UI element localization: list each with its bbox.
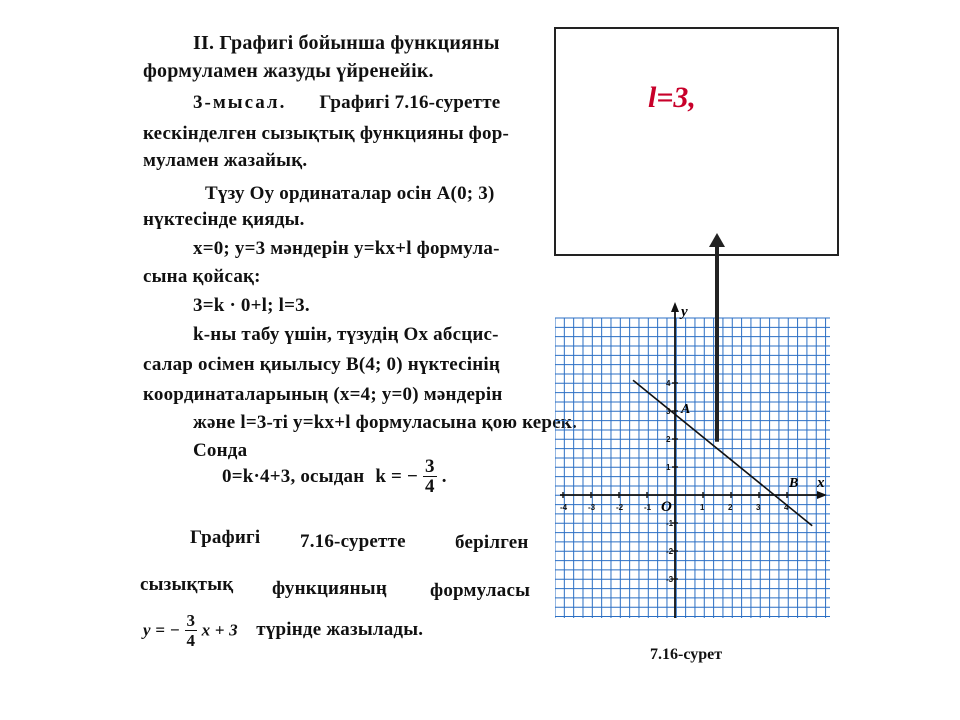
example-line-3: муламен жазайық.	[143, 150, 308, 171]
y-tick-label: 4	[666, 379, 671, 388]
x-tick-label: 1	[700, 503, 705, 512]
p4-line-3: координаталарының (x=4; y=0) мәндерін	[143, 384, 503, 405]
answer-box	[554, 27, 839, 256]
axis-x-label: x	[817, 475, 825, 491]
equation-2-k: k = −	[375, 465, 419, 487]
final-fraction-denominator: 4	[186, 631, 196, 650]
x-tick-label: 2	[728, 503, 733, 512]
fraction-three-quarters	[423, 458, 437, 497]
fraction-numerator: 3	[425, 456, 435, 477]
x-tick-label: -1	[644, 503, 652, 512]
final-formula-right: x + 3	[201, 620, 238, 640]
equation-2-end: .	[441, 465, 447, 487]
example-line-2: кескінделген сызықтық функцияны фор-	[143, 123, 510, 144]
example-line-1-rest: Графигі 7.16-суретте	[319, 92, 501, 113]
x-tick-label: 3	[756, 503, 761, 512]
bottom-line-2-b: функцияның	[272, 578, 387, 599]
bottom-line-1-a: Графигі	[190, 527, 261, 548]
bottom-line-1-b: 7.16-суретте	[300, 531, 406, 552]
final-fraction	[185, 612, 198, 651]
example-label: 3-мысал.	[193, 92, 287, 113]
bottom-line-1-c: берілген	[455, 532, 529, 553]
p4-line-2: салар осімен қиылысу B(4; 0) нүктесінің	[143, 354, 500, 375]
p4-line-1: k-ны табу үшін, түзудің Ox абсцис-	[193, 324, 499, 345]
grid-lines	[555, 318, 830, 618]
bottom-line-2-a: сызықтық	[140, 574, 234, 595]
final-formula	[143, 612, 423, 651]
point-b-label: B	[789, 476, 799, 491]
y-tick-label: 3	[666, 407, 671, 416]
y-tick-label: 1	[666, 463, 671, 472]
axis-y-label: y	[681, 304, 688, 320]
y-tick-label: 2	[666, 435, 671, 444]
p4-line-4: және l=3-ті y=kx+l формуласына қою керек.	[193, 412, 577, 433]
p3-line-2: сына қойсақ:	[143, 266, 261, 287]
equation-2	[222, 458, 447, 497]
coordinate-graph	[555, 300, 835, 630]
heading-line-2: формуламен жазуды үйренейік.	[143, 60, 434, 82]
final-formula-text: түрінде жазылады.	[256, 619, 424, 641]
equation-1: 3=k · 0+l; l=3.	[193, 295, 310, 316]
figure-caption: 7.16-сурет	[650, 646, 723, 663]
origin-label: O	[661, 499, 672, 515]
y-tick-label: -1	[666, 519, 674, 528]
y-axis-arrow	[671, 302, 679, 312]
heading-line-1: II. Графигі бойынша функцияны	[193, 32, 500, 54]
y-tick-label: -2	[666, 547, 674, 556]
example-line-1	[193, 92, 500, 114]
p3-line-1: x=0; y=3 мәндерін y=kx+l формула-	[193, 238, 500, 259]
y-tick-label: -3	[666, 575, 674, 584]
x-tick-label: 4	[784, 503, 789, 512]
sonda-word: Сонда	[193, 440, 248, 461]
x-tick-label: -4	[560, 503, 568, 512]
final-formula-left: y = −	[143, 620, 181, 640]
final-fraction-numerator: 3	[186, 611, 196, 630]
bottom-line-2-c: формуласы	[430, 580, 531, 601]
x-tick-label: -2	[616, 503, 624, 512]
x-tick-label: -3	[588, 503, 596, 512]
equation-2-left: 0=k·4+3, осыдан	[222, 465, 365, 487]
p2-line-2: нүктесінде қияды.	[143, 209, 305, 230]
p2-line-1: Түзу Oy ординаталар осін A(0; 3)	[205, 183, 495, 204]
answer-text: l=3,	[648, 81, 696, 114]
axes	[560, 302, 827, 618]
point-a-label: A	[681, 402, 691, 417]
fraction-denominator: 4	[425, 476, 435, 497]
